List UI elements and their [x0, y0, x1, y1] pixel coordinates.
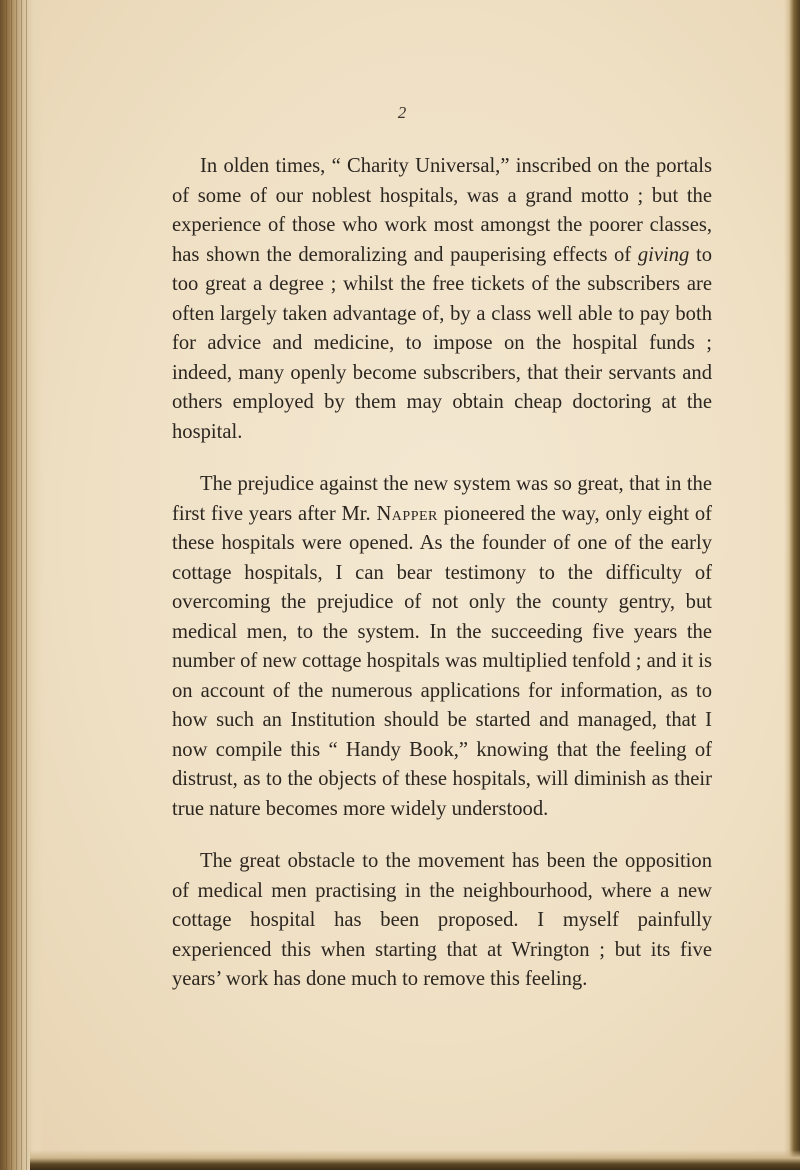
paragraph-2 — [172, 470, 712, 824]
paragraph-2-text-end: pioneered the way, only eight of these hospitals were opened. As the founder of one of the early cottage hospitals, I can bear testimony to the difficulty of overcoming the prejudice of not only the county gentry, but medical men, to the system. In the succeeding five years the number of new cottage hospitals was multiplied tenfold ; and it is on account of the numerous applications for information, as to how such an Institution should be started and managed, that I now compile this “ Handy Book,” knowing that the feeling of distrust, as to the objects of these hospitals, will diminish as their true nature becomes more widely understood. — [172, 502, 712, 820]
paragraph-2-name: Napper — [376, 502, 438, 525]
paragraph-3: The great obstacle to the movement has been the opposition of medical men practising in the neighbourhood, where a new cottage hospital has been proposed. I myself painfully experienced this when starting that at Wrington ; but its five years’ work has done much to remove this feeling. — [172, 850, 712, 990]
binding-lines — [6, 0, 28, 1170]
page-right-edge — [784, 0, 800, 1170]
page-number: 2 — [397, 103, 407, 122]
paragraph-2-text-start: The prejudice against the new system was so great, that in the first five years after Mr. — [172, 473, 712, 525]
paragraph-1 — [172, 152, 712, 447]
page-bottom-edge — [30, 1150, 800, 1170]
paragraph-1-text-end: to too great a degree ; whilst the free tickets of the subscribers are often largely taken advantage of, by a class well able to pay both for advice and medicine, to impose on the hospital funds ; indeed, many openly become subscribers, that their servants and others employed by them may obtain cheap doctoring at the hospital. — [172, 243, 712, 443]
paragraph-1-emphasis: giving — [637, 243, 690, 266]
paragraph-1-text-start: In olden times, “ Charity Universal,” inscribed on the portals of some of our noblest hospitals, was a grand motto ; but the experience of those who work most amongst the poorer classes, has shown the demoralizing and pauperising effects of — [172, 155, 712, 266]
body-text — [172, 152, 712, 995]
